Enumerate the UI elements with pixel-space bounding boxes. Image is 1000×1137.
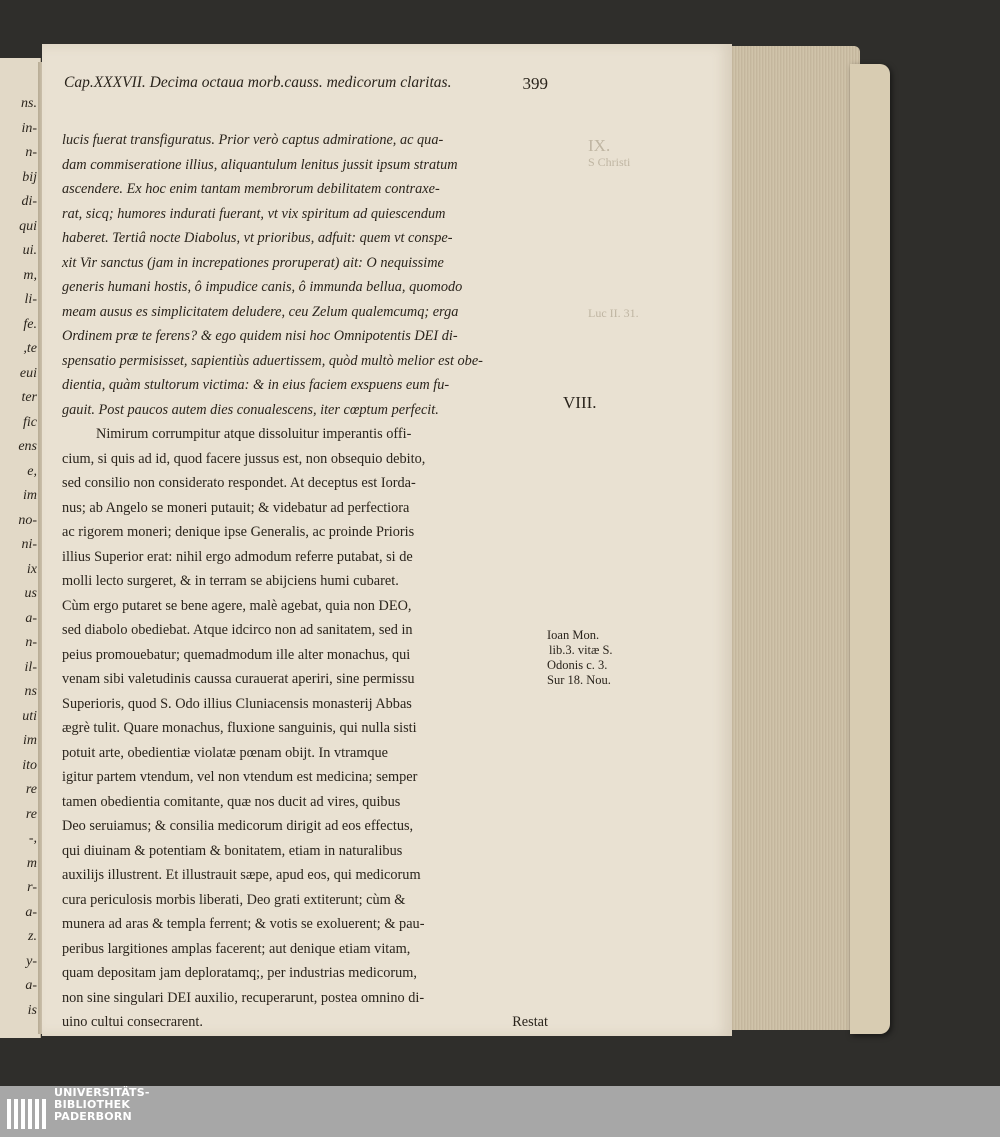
- previous-page-fragment: n-: [25, 145, 37, 160]
- previous-page-fragment: ito: [22, 757, 37, 773]
- previous-page-fragment: ni-: [21, 537, 37, 552]
- reference-line: Ioan Mon.: [547, 628, 600, 642]
- library-name: [54, 1087, 150, 1123]
- running-header: [64, 74, 548, 92]
- show-through-text: [588, 138, 648, 457]
- text-line: lucis fuerat transfiguratus. Prior verò captus admiratione, ac qua-: [62, 132, 444, 148]
- page-number: 399: [522, 74, 548, 93]
- text-line: munera ad aras & templa ferrent; & votis se exoluerent; & pau-: [62, 916, 425, 932]
- text-line: illius Superior erat: nihil ergo admodum referre putabat, si de: [62, 548, 413, 565]
- previous-page-fragment: di-: [21, 194, 37, 209]
- previous-page-fragment: a-: [25, 904, 37, 920]
- previous-page-fragment: z.: [28, 929, 37, 944]
- previous-page-fragment: is: [27, 1002, 37, 1018]
- book-cover-edge: [850, 64, 890, 1034]
- text-line: nus; ab Angelo se moneri putauit; & videbatur ad perfectiora: [62, 499, 410, 516]
- margin-reference: [547, 628, 637, 688]
- previous-page-fragment: us: [24, 586, 37, 601]
- text-line: ægrè tulit. Quare monachus, fluxione sanguinis, qui nulla sisti: [62, 720, 417, 736]
- previous-page-fragment: ix: [26, 561, 37, 577]
- library-logo-icon: [5, 1091, 49, 1135]
- previous-page-fragment: re: [25, 782, 37, 797]
- previous-page-fragment: ,te: [23, 341, 37, 356]
- previous-page-fragment: e,: [27, 463, 37, 479]
- text-line: gauit. Post paucos autem dies conualescens, iter cœptum perfecit.: [62, 401, 439, 418]
- text-line: auxilijs illustrent. Et illustrauit sæpe, apud eos, qui medicorum: [62, 867, 421, 883]
- text-line: dientia, quàm stultorum victima: & in eius faciem exspuens eum fu-: [62, 377, 450, 393]
- library-name-line: UNIVERSITÄTS-: [54, 1086, 150, 1099]
- text-line: sed consilio non considerato respondet. At deceptus est Iorda-: [62, 475, 416, 491]
- text-line: dam commiseratione illius, aliquantulum lenitus jussit ipsum stratum: [62, 156, 458, 173]
- show-through-ref: S Christi: [588, 155, 631, 169]
- text-line: potuit arte, obedientiæ violatæ pœnam obijt. In vtramque: [62, 744, 388, 761]
- previous-page-edge: [0, 58, 41, 1038]
- previous-page-fragment: ter: [21, 390, 37, 405]
- text-line: generis humani hostis, ô impudice canis, ô immunda bellua, quomodo: [62, 279, 463, 295]
- text-line: rat, sicq; humores indurati fuerant, vt vix spiritum ad quiescendum: [62, 205, 446, 222]
- library-name-line: PADERBORN: [54, 1110, 132, 1123]
- text-line: uino cultui consecrarent.: [62, 1014, 203, 1030]
- previous-page-fragment: n-: [25, 635, 37, 650]
- previous-page-fragment: ens: [18, 439, 37, 454]
- text-line: quam depositam jam deploratamq;, per industrias medicorum,: [62, 965, 417, 981]
- previous-page-fragment: m: [26, 855, 37, 871]
- previous-page-fragment: im: [23, 733, 37, 748]
- previous-page-fragment: ui.: [22, 243, 37, 258]
- previous-page-fragment: re: [25, 806, 37, 822]
- last-line: [62, 1010, 548, 1035]
- previous-page-fragment: uti: [22, 708, 37, 724]
- roman-block: [62, 422, 548, 1035]
- previous-page-fragment: m,: [23, 267, 37, 283]
- library-footer: [0, 1086, 1000, 1137]
- previous-page-fragment: -,: [28, 831, 37, 846]
- previous-page-fragment: qui: [19, 218, 37, 234]
- reference-line: Sur 18. Nou.: [547, 673, 611, 687]
- text-line: spensatio permisisset, sapientiùs aduertissem, quòd multò melior est obe-: [62, 352, 483, 369]
- previous-page-fragment: im: [23, 488, 37, 503]
- previous-page-fragment: in-: [21, 120, 37, 136]
- previous-page-fragment: r-: [27, 880, 37, 895]
- previous-page-fragment: li-: [24, 292, 37, 307]
- text-line: Deo seruiamus; & consilia medicorum dirigit ad eos effectus,: [62, 818, 414, 834]
- reference-line: Odonis c. 3.: [547, 658, 608, 672]
- previous-page-fragment: fe.: [23, 316, 37, 332]
- body-text: [62, 128, 548, 1035]
- text-line: Cùm ergo putaret se bene agere, malè agebat, quia non DEO,: [62, 597, 412, 614]
- previous-page-fragment: fic: [23, 414, 37, 430]
- text-line: venam sibi valetudinis caussa curauerat aperiri, sine permissu: [62, 671, 415, 687]
- reference-line: lib.3. vitæ S.: [549, 643, 613, 657]
- previous-page-fragment: ns.: [21, 96, 37, 111]
- page-edges: [720, 46, 860, 1030]
- text-line: haberet. Tertiâ nocte Diabolus, vt prioribus, adfuit: quem vt conspe-: [62, 230, 453, 246]
- show-through-numeral: IX.: [588, 136, 611, 155]
- show-through-ref: Luc II. 31.: [588, 306, 639, 320]
- text-line: peribus largitiones amplas facerent; aut denique etiam vitam,: [62, 940, 411, 957]
- section-numeral: VIII.: [563, 393, 597, 412]
- text-line: ascendere. Ex hoc enim tantam membrorum debilitatem contraxe-: [62, 181, 440, 197]
- previous-page-fragments: [1, 92, 37, 1023]
- chapter-title: Cap.XXXVII. Decima octaua morb.causs. medicorum claritas.: [64, 74, 452, 91]
- catchword: Restat: [512, 1014, 548, 1030]
- previous-page-fragment: y-: [26, 953, 37, 969]
- text-line: tamen obedientia comitante, quæ nos ducit ad vires, quibus: [62, 793, 401, 810]
- text-line: Superioris, quod S. Odo illius Cluniacensis monasterij Abbas: [62, 695, 412, 712]
- text-line: igitur partem vtendum, vel non vtendum est medicina; semper: [62, 769, 418, 785]
- text-line: Ordinem præ te ferens? & ego quidem nisi hoc Omnipotentis DEI di-: [62, 328, 458, 344]
- text-line: cura periculosis morbis liberati, Deo grati extiterunt; cùm &: [62, 891, 406, 908]
- text-line: non sine singulari DEI auxilio, recuperarunt, postea omnino di-: [62, 989, 425, 1006]
- text-line: xit Vir sanctus (jam in increpationes proruperat) ait: O nequissime: [62, 254, 444, 271]
- text-line: molli lecto surgeret, & in terram se abijciens humi cubaret.: [62, 573, 399, 589]
- previous-page-fragment: il-: [24, 659, 37, 675]
- text-line: sed diabolo obediebat. Atque idcirco non ad sanitatem, sed in: [62, 622, 413, 638]
- italic-block: [62, 128, 548, 422]
- previous-page-fragment: a-: [25, 978, 37, 993]
- previous-page-fragment: ns: [24, 684, 37, 699]
- text-line: cium, si quis ad id, quod facere jussus est, non obsequio debito,: [62, 450, 426, 467]
- previous-page-fragment: a-: [25, 610, 37, 626]
- previous-page-fragment: no-: [18, 512, 37, 528]
- text-line: ac rigorem moneri; denique ipse Generalis, ac proinde Prioris: [62, 524, 415, 540]
- text-line: meam ausus es simplicitatem deludere, ceu Zelum qualemcumq; erga: [62, 303, 459, 320]
- previous-page-fragment: bij: [22, 169, 37, 185]
- text-line: Nimirum corrumpitur atque dissoluitur imperantis offi-: [96, 426, 412, 442]
- text-line: qui diuinam & potentiam & bonitatem, etiam in naturalibus: [62, 842, 403, 859]
- text-line: peius promouebatur; quemadmodum ille alter monachus, qui: [62, 646, 411, 663]
- previous-page-fragment: eui: [19, 365, 37, 381]
- library-name-line: BIBLIOTHEK: [54, 1098, 131, 1111]
